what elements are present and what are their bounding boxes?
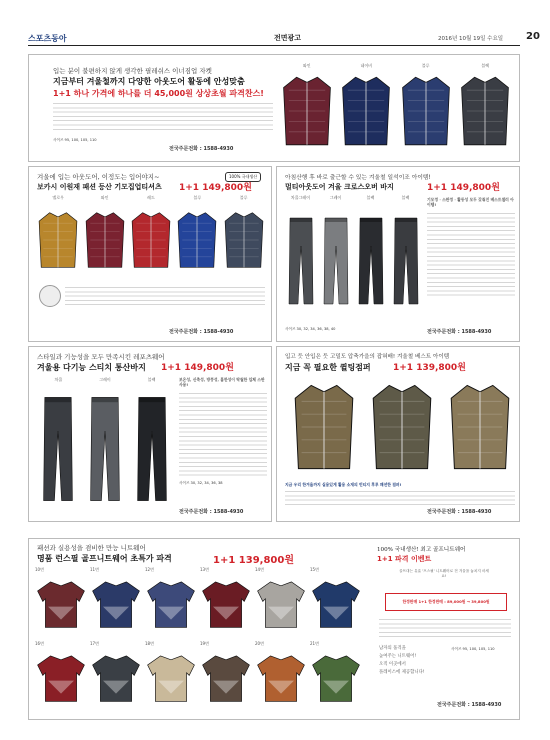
ad6-knit-item-6 [310,567,362,639]
ad6-knit-item-10 [200,641,252,713]
ad5-subtitle: 입고 듯 안입은 듯 고밀도 압축가을의 잡혀배! 겨울철 베스트 아이템 [285,354,450,360]
ad3-features: 기모정 · 스판정 · 활동성 모두 갖춰진 베스트셀러 아이템! [427,197,514,207]
ad1-price-line: 1+1 하나 가격에 하나를 더 45,000원 상상초월 파격찬스! [53,89,264,98]
newspaper-logo: 스포츠동아 [28,34,67,43]
ad2-product-2 [84,203,126,281]
ad6-item-label: 13번 [200,567,209,572]
ad-quilted-jumper [276,346,520,522]
ad3-color-label: 블랙 [366,195,375,200]
ad3-color-label: 차콜그레이 [290,195,311,200]
ad6-knit-item-9 [145,641,197,713]
ad6-knit-item-2 [90,567,142,639]
ad6-contact-2: 높여주는 니트웨어! [379,654,417,659]
page-header [28,31,540,46]
ad6-item-label: 15번 [310,567,319,572]
ad1-subtitle: 입는 분이 불편하지 않게 생각한 필레쉬스 이너짐업 자켓 [53,67,212,75]
issue-date: 2016년 10월 19일 수요일 [438,36,504,42]
ad5-title: 지금 꼭 필요한 퀼팅점퍼 [285,363,371,372]
ad4-features: 보온성, 신축성, 방풍성, 흡한성이 탁월한 입체 스판 사용! [179,377,265,387]
ad2-color-label: 레드 [147,195,155,200]
ad5-product-row [281,375,517,479]
ad4-body-text [179,391,267,477]
ad6-item-label: 17번 [90,641,99,646]
ad3-body-text [427,211,515,299]
ad1-color-label: 네이비 [360,63,373,68]
ad2-body-text [65,285,265,307]
ad6-promo-price: 1+1 파격 이벤트 [377,555,432,563]
ad6-promo-note: 골프대는 유효 '프스필' 니트웨어로 전 겨울을 놓치지 마세요! [399,569,489,578]
ad2-product-1 [37,203,79,281]
ad5-product-1 [289,379,359,479]
ad3-color-label: 그레이 [329,195,342,200]
ad3-product-2 [321,203,351,323]
ad6-promo-title: 100% 국내생산! 최고 골프니트웨어 [377,547,466,553]
ad1-product-4 [459,71,511,155]
ad6-item-label: 19번 [200,641,209,646]
ad5-caption: 지금 우리 한겨울까지 실용있게 활용 소재의 빈티지 후루 패션한 점퍼! [285,482,402,487]
ad1-color-label: 블랙 [481,63,490,68]
ad1-product-row [277,63,515,155]
ad3-sizes: 사이즈 30, 32, 34, 36, 38, 40 [285,327,336,331]
ad2-badge: 100% 국내생산 [225,172,261,182]
ad6-item-label: 16번 [35,641,44,646]
ad1-sizes: 사이즈 95, 100, 105, 110 [53,138,97,142]
ad4-product-3 [134,385,170,517]
ad3-order-phone: 전국주문전화 : 1588-4930 [427,329,492,335]
ad-fleece-zip-tee [28,166,272,342]
ad6-title: 명품 런스필 골프니트웨어 초특가 파격 [37,554,172,563]
ad3-subtitle: 아침산행 후 바로 출근할 수 있는 겨울철 일석이조 아이템! [285,175,431,181]
ad3-price: 1+1 149,800원 [427,183,500,193]
ad5-product-3 [445,379,515,479]
ad4-color-label: 블랙 [147,377,156,382]
ad5-price: 1+1 139,800원 [393,363,466,373]
ad6-promo-panel [375,543,515,717]
ad5-product-2 [367,379,437,479]
ad6-item-label: 14번 [255,567,264,572]
page-number: 20 [526,31,540,42]
ad2-subtitle: 겨울에 입는 아웃도어, 이정도는 입어야지~ [37,173,160,181]
ad6-knit-item-11 [255,641,307,713]
ad6-item-label: 21번 [310,641,319,646]
ad2-color-label: 블루 [193,195,202,200]
ad3-title: 멀티아웃도어 겨울 크로스오버 바지 [285,183,394,191]
ad2-title: 보카시 이원재 패션 등산 기모집업티셔츠 [37,183,162,191]
ad3-color-label: 블랙 [401,195,410,200]
ad4-title: 겨울용 다기능 스티치 통산바지 [37,363,146,372]
ad4-product-1 [40,385,76,517]
ad6-knit-item-8 [90,641,142,713]
ad2-price: 1+1 149,800원 [179,183,252,193]
ad1-title: 지금부터 겨울철까지 다양한 아웃도어 활동에 안성맞춤 [53,77,245,86]
ad6-sizes: 사이즈 95, 100, 105, 110 [451,647,495,651]
ad6-knit-item-3 [145,567,197,639]
ad6-knit-item-4 [200,567,252,639]
ad-stitch-pants [28,346,272,522]
ad2-product-3 [130,203,172,281]
ad4-order-phone: 전국주문전화 : 1588-4930 [179,509,244,515]
section-label: 전면광고 [274,34,302,42]
ad4-sizes: 사이즈 30, 32, 34, 36, 38 [179,481,223,485]
ad6-knit-item-1 [35,567,87,639]
ad4-color-label: 차콜 [54,377,63,382]
dog-logo-icon [39,285,61,307]
ad1-color-label: 와인 [302,63,311,68]
ad4-price: 1+1 149,800원 [161,363,234,373]
ad-inner-jacket [28,54,520,162]
ad3-product-3 [356,203,386,323]
ad5-order-phone: 전국주문전화 : 1588-4930 [427,509,492,515]
ad6-item-label: 18번 [145,641,154,646]
ad6-item-label: 12번 [145,567,154,572]
ad2-order-phone: 전국주문전화 : 1588-4930 [169,329,234,335]
ad1-product-3 [400,71,452,155]
ad1-order-phone: 전국주문전화 : 1588-4930 [169,146,234,152]
ad6-item-label: 11번 [90,567,99,572]
ad1-product-2 [340,71,392,155]
ad1-color-label: 블루 [421,63,430,68]
ad2-product-5 [223,203,265,281]
ad4-product-row [35,377,175,517]
ad6-contact-1: 남자의 품격을 [379,646,406,651]
ad6-contact-4: 플레이스에 제공합니다! [379,670,425,675]
ad4-color-label: 그레이 [99,377,111,382]
ad6-item-label: 20번 [255,641,264,646]
ad2-product-4 [176,203,218,281]
ad2-color-label: 블루 [239,195,248,200]
ad6-item-label: 10번 [35,567,44,572]
ad2-color-label: 옐로우 [52,195,64,200]
ad6-price: 1+1 139,800원 [213,555,294,566]
ad6-knit-grid [35,567,365,717]
ad2-product-row [35,195,267,281]
ad6-promo-body [379,617,511,639]
ad1-body-text [53,101,273,131]
ad6-promo-sale: 한정판매 1+1 한정판매 : 89,000원 → 39,800원 [385,593,507,611]
ad3-product-row [283,195,423,323]
ad3-product-1 [286,203,316,323]
ad6-knit-item-5 [255,567,307,639]
ad-golf-knitwear [28,538,520,720]
ad6-order-phone: 전국주문전화 : 1588-4930 [437,702,502,708]
ad3-product-4 [391,203,421,323]
ad2-color-label: 와인 [100,195,109,200]
ad4-subtitle: 스타일과 기능성을 모두 만족시킨 레포츠웨어 [37,353,165,361]
ad6-knit-item-7 [35,641,87,713]
ad6-knit-item-12 [310,641,362,713]
ad4-product-2 [87,385,123,517]
ad-crossover-pants [276,166,520,342]
ad6-subtitle: 패션과 실용성을 겸비한 만능 니트웨어 [37,544,146,552]
ad6-contact-3: 오직 이곳에서 [379,662,406,667]
ad1-product-1 [281,71,333,155]
ad5-body-text [285,489,515,507]
